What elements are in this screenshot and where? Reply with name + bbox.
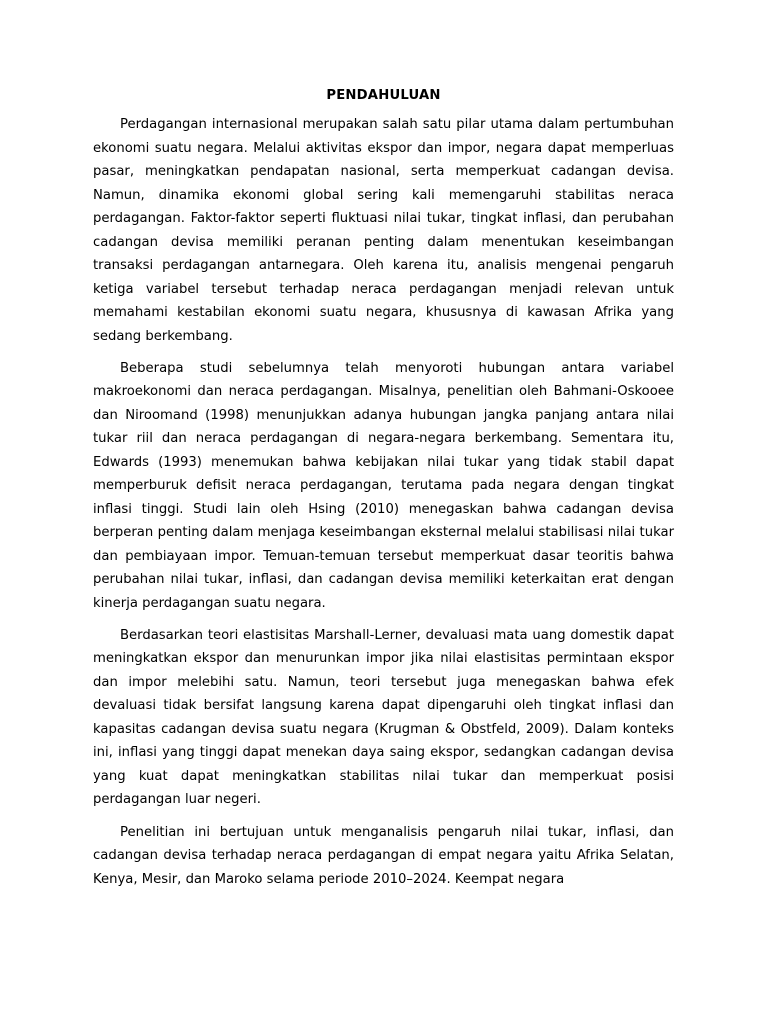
document-body [93, 84, 674, 900]
paragraph-4: Penelitian ini bertujuan untuk menganalisis pengaruh nilai tukar, inflasi, dan cadangan devisa terhadap neraca perdagangan di empat negara yaitu Afrika Selatan, Kenya, Mesir, dan Maroko selama periode 2010–2024. Keempat negara [93, 824, 674, 887]
page-title: PENDAHULUAN [326, 88, 441, 103]
paragraph-1: Perdagangan internasional merupakan salah satu pilar utama dalam pertumbuhan ekonomi suatu negara. Melalui aktivitas ekspor dan impor, negara dapat memperluas pasar, meningkatkan pendapatan nasional, serta memperkuat cadangan devisa. Namun, dinamika ekonomi global sering kali memengaruhi stabilitas neraca perdagangan. Faktor-faktor seperti fluktuasi nilai tukar, tingkat inflasi, dan perubahan cadangan devisa memiliki peranan penting dalam menentukan keseimbangan transaksi perdagangan antarnegara. Oleh karena itu, analisis mengenai pengaruh ketiga variabel tersebut terhadap neraca perdagangan menjadi relevan untuk memahami kestabilan ekonomi suatu negara, khususnya di kawasan Afrika yang sedang berkembang. [93, 117, 674, 344]
paragraph-2: Beberapa studi sebelumnya telah menyoroti hubungan antara variabel makroekonomi dan neraca perdagangan. Misalnya, penelitian oleh Bahmani-Oskooee dan Niroomand (1998) menunjukkan adanya hubungan jangka panjang antara nilai tukar riil dan neraca perdagangan di negara-negara berkembang. Sementara itu, Edwards (1993) menemukan bahwa kebijakan nilai tukar yang tidak stabil dapat memperburuk defisit neraca perdagangan, terutama pada negara dengan tingkat inflasi tinggi. Studi lain oleh Hsing (2010) menegaskan bahwa cadangan devisa berperan penting dalam menjaga keseimbangan eksternal melalui stabilisasi nilai tukar dan pembiayaan impor. Temuan-temuan tersebut memperkuat dasar teoritis bahwa perubahan nilai tukar, inflasi, dan cadangan devisa memiliki keterkaitan erat dengan kinerja perdagangan suatu negara. [93, 360, 674, 611]
paragraph-3: Berdasarkan teori elastisitas Marshall-Lerner, devaluasi mata uang domestik dapat meningkatkan ekspor dan menurunkan impor jika nilai elastisitas permintaan ekspor dan impor melebihi satu. Namun, teori tersebut juga menegaskan bahwa efek devaluasi tidak bersifat langsung karena dapat dipengaruhi oleh tingkat inflasi dan kapasitas cadangan devisa suatu negara (Krugman & Obstfeld, 2009). Dalam konteks ini, inflasi yang tinggi dapat menekan daya saing ekspor, sedangkan cadangan devisa yang kuat dapat meningkatkan stabilitas nilai tukar dan memperkuat posisi perdagangan luar negeri. [93, 627, 674, 808]
